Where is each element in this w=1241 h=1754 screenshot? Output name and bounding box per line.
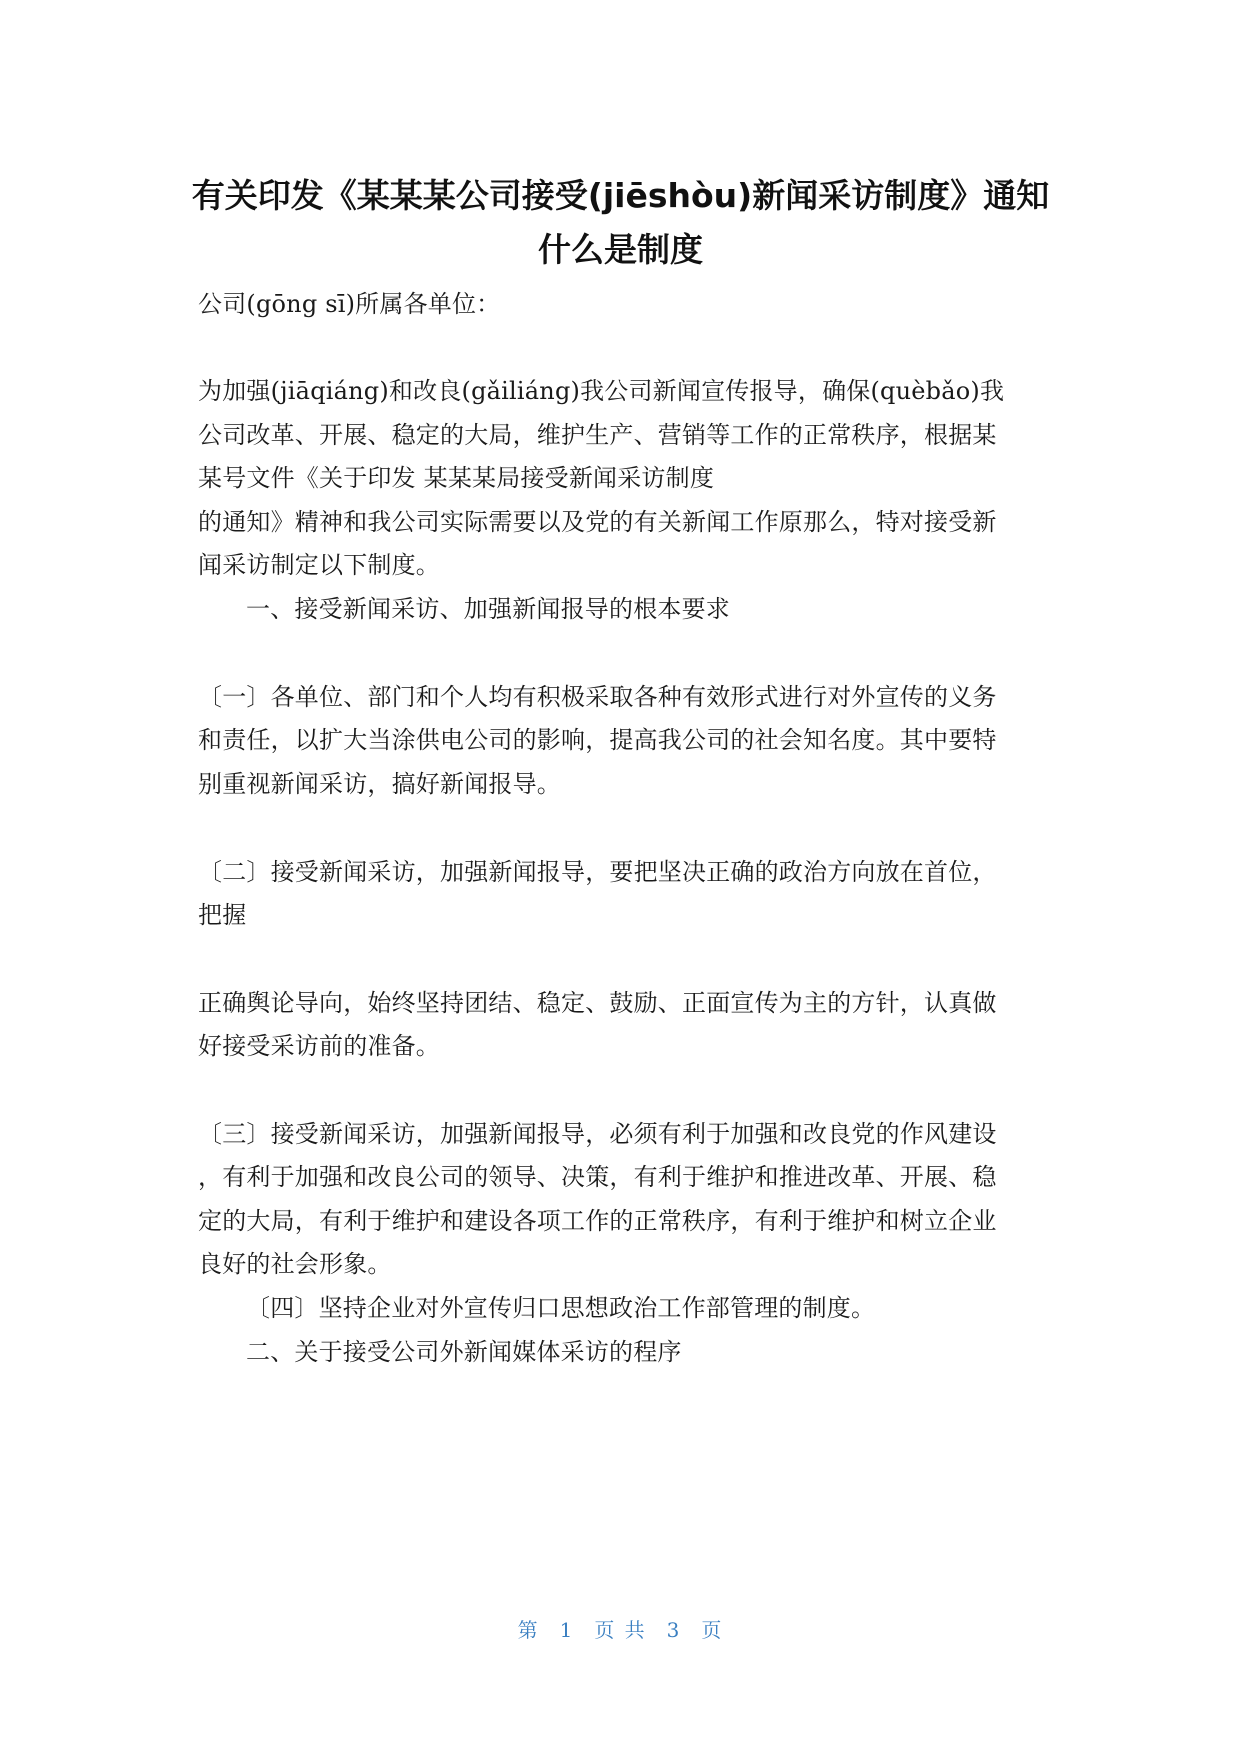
item3-line: 定的大局，有利于维护和建设各项工作的正常秩序，有利于维护和树立企业 — [198, 1207, 997, 1235]
item4-line: 〔四〕坚持企业对外宣传归口思想政治工作部管理的制度。 — [246, 1294, 876, 1322]
item1-line: 别重视新闻采访，搞好新闻报导。 — [198, 770, 561, 798]
intro-line: 的通知》精神和我公司实际需要以及党的有关新闻工作原那么，特对接受新 — [198, 508, 997, 536]
item2-cont-line: 正确舆论导向，始终坚持团结、稳定、鼓励、正面宣传为主的方针，认真做 — [198, 989, 997, 1017]
salutation: 公司(gōng sī)所属各单位： — [198, 290, 501, 318]
item3-line: ，有利于加强和改良公司的领导、决策，有利于维护和推进改革、开展、稳 — [198, 1163, 997, 1191]
intro-line: 闻采访制定以下制度。 — [198, 551, 440, 579]
document-title-line1: 有关印发《某某某公司接受(jiēshòu)新闻采访制度》通知 — [191, 176, 1050, 215]
item1-line: 和责任，以扩大当涂供电公司的影响，提高我公司的社会知名度。其中要特 — [198, 726, 997, 754]
section2-heading: 二、关于接受公司外新闻媒体采访的程序 — [246, 1338, 682, 1366]
intro-line: 某号文件《关于印发 某某某局接受新闻采访制度 — [198, 464, 715, 492]
item3-line: 〔三〕接受新闻采访，加强新闻报导，必须有利于加强和改良党的作风建设 — [198, 1120, 997, 1148]
page-footer — [0, 1614, 1241, 1643]
footer-page-mid: 页 共 — [594, 1618, 647, 1642]
intro-line: 公司改革、开展、稳定的大局，维护生产、营销等工作的正常秩序，根据某 — [198, 421, 997, 449]
document-title-line2: 什么是制度 — [538, 230, 703, 269]
section1-heading: 一、接受新闻采访、加强新闻报导的根本要求 — [246, 595, 730, 623]
footer-page-end: 页 — [701, 1618, 724, 1642]
item3-line: 良好的社会形象。 — [198, 1250, 392, 1278]
item2-cont-line: 好接受采访前的准备。 — [198, 1032, 440, 1060]
footer-page-word: 第 — [517, 1618, 540, 1642]
item2-line: 〔二〕接受新闻采访，加强新闻报导，要把坚决正确的政治方向放在首位， — [198, 858, 997, 886]
intro-line: 为加强(jiāqiáng)和改良(gǎiliáng)我公司新闻宣传报导，确保(quèbǎo)我 — [198, 377, 1005, 405]
footer-page-current: 1 — [559, 1618, 575, 1642]
footer-page-total: 3 — [666, 1618, 682, 1642]
item1-line: 〔一〕各单位、部门和个人均有积极采取各种有效形式进行对外宣传的义务 — [198, 683, 997, 711]
item2-line: 把握 — [198, 901, 247, 929]
